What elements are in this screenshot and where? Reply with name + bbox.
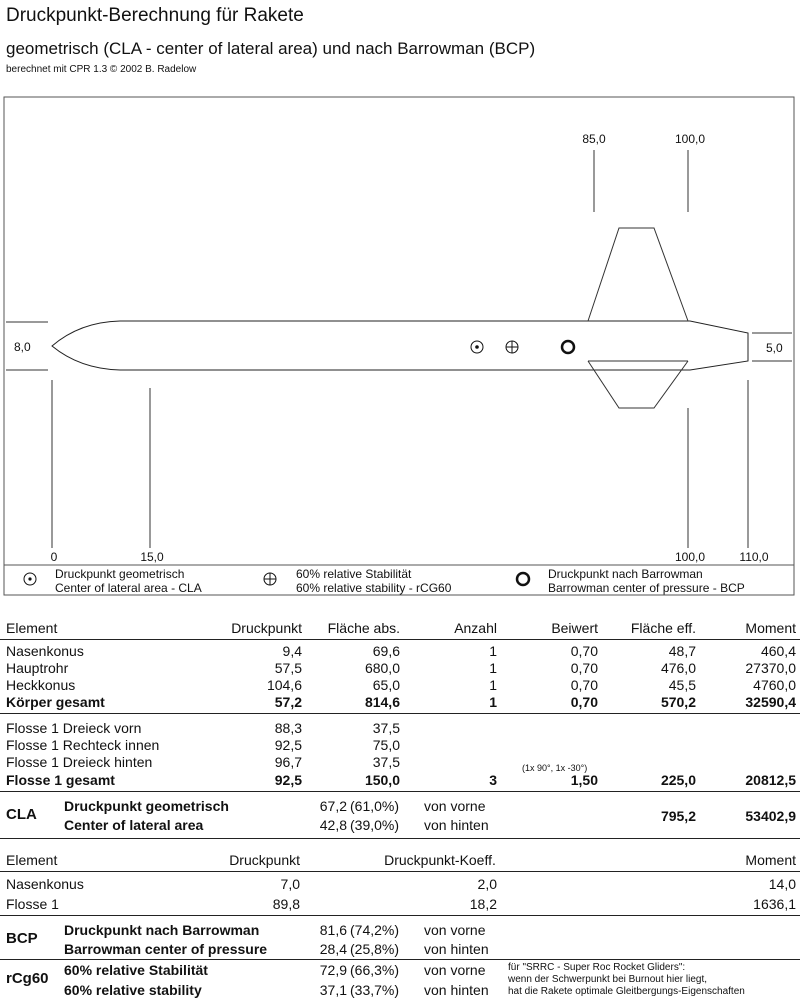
page-subtitle: geometrisch (CLA - center of lateral area) und nach Barrowman (BCP)	[6, 39, 536, 58]
legend-rcg: 60% relative Stabilität 60% relative stability - rCG60	[296, 567, 452, 595]
srrc-note: für "SRRC - Super Roc Rocket Gliders": wenn der Schwerpunkt bei Burnout hier liegt, hat die Rakete optimale Gleitbergungs-Eigenschaften	[508, 962, 745, 997]
page-title: Druckpunkt-Berechnung für Rakete	[6, 5, 304, 26]
legend-bcp: Druckpunkt nach Barrowman Barrowman center of pressure - BCP	[548, 567, 745, 595]
dim-fin-rear-bottom: 100,0	[674, 550, 706, 564]
dim-fin-rear-top: 100,0	[674, 132, 706, 146]
dim-zero: 0	[50, 550, 58, 564]
cla-marker-dot	[475, 345, 479, 349]
dim-nose: 15,0	[140, 550, 164, 564]
credit-line: berechnet mit CPR 1.3 © 2002 B. Radelow	[6, 64, 197, 75]
fin-angle-note: (1x 90°, 1x -30°)	[522, 763, 588, 773]
dim-diameter-right: 5,0	[766, 341, 783, 355]
dim-fin-front: 85,0	[582, 132, 606, 146]
legend-cla: Druckpunkt geometrisch Center of lateral area - CLA	[55, 567, 202, 595]
dim-total: 110,0	[739, 550, 769, 564]
dim-diameter-left: 8,0	[14, 340, 31, 354]
